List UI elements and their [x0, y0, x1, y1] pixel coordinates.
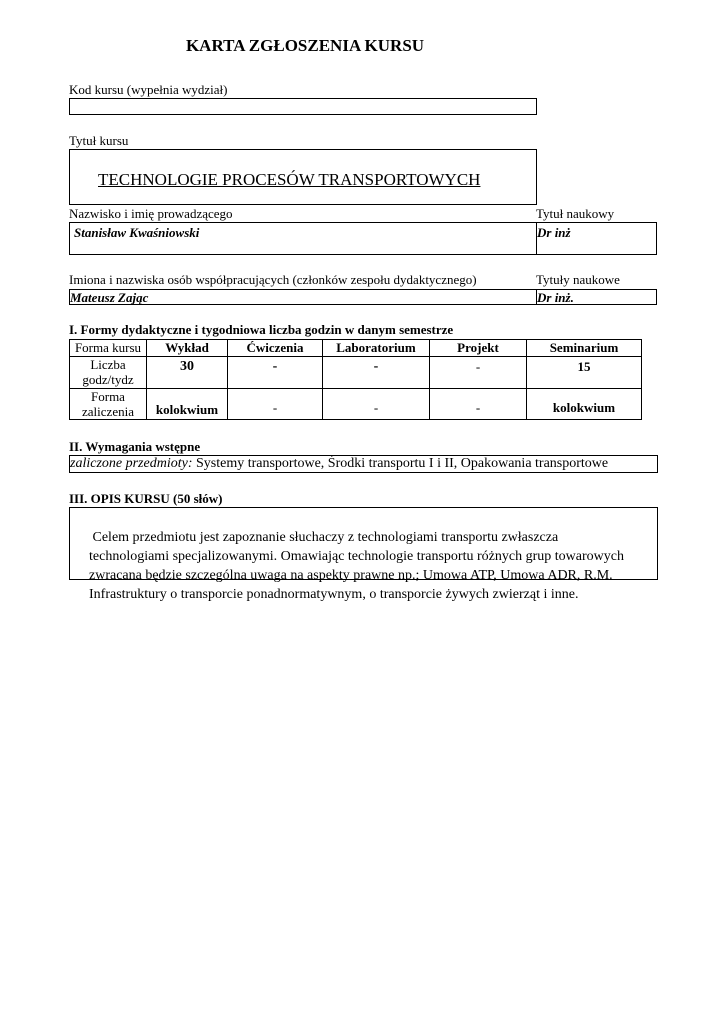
header-laboratorium: Laboratorium: [323, 340, 430, 357]
collaborators-label: Imiona i nazwiska osób współpracujących (członków zespołu dydaktycznego): [69, 272, 477, 287]
description-text: [89, 509, 624, 604]
lecturer-name: Stanisław Kwaśniowski: [74, 225, 200, 240]
row-label-assessment: [70, 389, 147, 420]
lecturer-name-box: [69, 222, 537, 255]
course-code-field[interactable]: [69, 98, 537, 115]
description-line: Infrastruktury o transporcie ponadnormatywnym, o transporcie żywych zwierząt i inne.: [89, 587, 579, 602]
requirements-prefix: zaliczone przedmioty:: [70, 456, 193, 471]
lecturer-degree: Dr inż: [537, 225, 571, 240]
collaborators-degrees-box: [536, 289, 657, 305]
header-seminarium: Seminarium: [527, 340, 642, 357]
forms-heading: I. Formy dydaktyczne i tygodniowa liczba godzin w danym semestrze: [69, 322, 454, 337]
page-title: KARTA ZGŁOSZENIA KURSU: [185, 36, 425, 55]
lecturer-name-label: Nazwisko i imię prowadzącego: [69, 206, 233, 221]
course-title-value: TECHNOLOGIE PROCESÓW TRANSPORTOWYCH: [98, 170, 481, 189]
row-label-line1: Liczba: [90, 357, 126, 372]
row-label-line2: zaliczenia: [82, 404, 134, 419]
description-box: [69, 507, 658, 602]
assessment-wyklad: kolokwium: [147, 389, 228, 420]
course-code-label: Kod kursu (wypełnia wydział): [69, 82, 228, 97]
collaborators-names: Mateusz Zając: [70, 290, 149, 305]
description-heading: III. OPIS KURSU (50 słów): [69, 491, 223, 506]
description-line: technologiami specjalizowanymi. Omawiając technologie transportu różnych grup towarowych: [89, 549, 624, 564]
forms-header-row: [70, 340, 642, 357]
assessment-seminarium: kolokwium: [527, 389, 642, 420]
table-row: [70, 357, 642, 389]
header-wyklad: Wykład: [147, 340, 228, 357]
header-cwiczenia: Ćwiczenia: [228, 340, 323, 357]
forms-table: [69, 339, 642, 420]
course-title-label: Tytuł kursu: [69, 133, 129, 148]
requirements-heading: II. Wymagania wstępne: [69, 439, 201, 454]
hours-laboratorium: -: [323, 357, 430, 389]
requirements-text: Systemy transportowe, Środki transportu I i II, Opakowania transportowe: [192, 456, 609, 471]
lecturer-degree-box: [536, 222, 657, 255]
collaborators-box: [69, 289, 537, 305]
row-label-hours: [70, 357, 147, 389]
row-label-line2: godz/tydz: [82, 372, 134, 387]
description-line: Celem przedmiotu jest zapoznanie słuchaczy z technologiami transportu zwłaszcza: [89, 530, 559, 545]
course-title-box: [69, 149, 537, 205]
header-forma-kursu: Forma kursu: [70, 340, 147, 357]
hours-cwiczenia: -: [228, 357, 323, 389]
row-label-line1: Forma: [91, 389, 125, 404]
header-projekt: Projekt: [430, 340, 527, 357]
table-row: [70, 389, 642, 420]
hours-projekt: -: [430, 357, 527, 389]
assessment-cwiczenia: -: [228, 389, 323, 420]
lecturer-degree-label: Tytuł naukowy: [536, 206, 615, 221]
assessment-laboratorium: -: [323, 389, 430, 420]
collaborators-degrees-label: Tytuły naukowe: [536, 272, 620, 287]
hours-seminarium: 15: [527, 357, 642, 389]
hours-wyklad: 30: [147, 357, 228, 389]
assessment-projekt: -: [430, 389, 527, 420]
description-line: zwracana będzie szczególna uwaga na aspekty prawne np.; Umowa ATP, Umowa ADR, R.M.: [89, 568, 613, 583]
requirements-box: [69, 455, 658, 473]
collaborators-degrees: Dr inż.: [537, 290, 574, 305]
